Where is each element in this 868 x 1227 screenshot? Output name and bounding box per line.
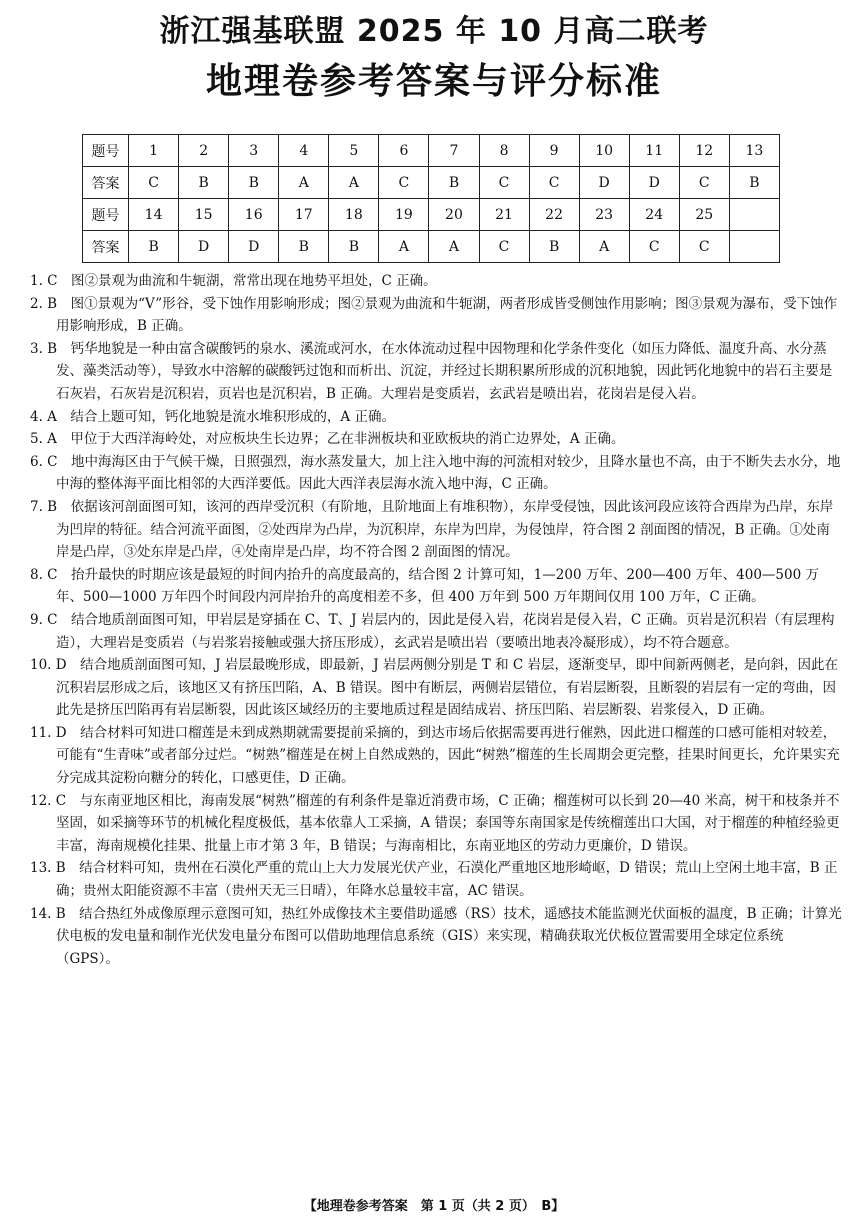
- explanation-item: 3. B 钙华地貌是一种由富含碳酸钙的泉水、溪流或河水，在水体流动过程中因物理和化学条件变化（如压力降低、温度升高、水分蒸发、藻类活动等），导致水中溶解的碳酸钙过饱和而析出、沉淀，并经过长期积累所形成的沉积地貌，因此钙化地貌中的岩石主要是石灰岩，石灰岩是沉积岩，页岩也是沉积岩，B 正确。大理岩是变质岩，玄武岩是喷出岩，花岗岩是侵入岩。: [30, 340, 833, 402]
- answer-cell: C: [629, 231, 679, 263]
- row-label-answer: 答案: [83, 231, 129, 263]
- answer-cell: A: [329, 167, 379, 199]
- question-number: 2: [179, 135, 229, 167]
- explanation-item: 14. B 结合热红外成像原理示意图可知，热红外成像技术主要借助遥感（RS）技术，遥感技术能监测光伏面板的温度，B 正确；计算光伏电板的发电量和制作光伏发电量分布图可以借助地理信息系统（GIS）来实现，精确获取光伏板位置需要用全球定位系统（GPS）。: [30, 905, 842, 967]
- answer-cell: D: [179, 231, 229, 263]
- question-number: 14: [129, 199, 179, 231]
- explanation-item: 12. C 与东南亚地区相比，海南发展“树熟”榴莲的有利条件是靠近消费市场，C 正确；榴莲树可以长到 20—40 米高，树干和枝条并不坚固，如采摘等环节的机械化程度极低，基本依靠人工采摘，A 错误；泰国等东南国家是传统榴莲出口大国，对于榴莲的种植经验更丰富，海南规模化挂果、批量上市才第 3 年，B 错误；与海南相比，东南亚地区的劳动力更廉价，D 错误。: [30, 792, 840, 854]
- answer-cell: D: [579, 167, 629, 199]
- answer-cell: C: [479, 231, 529, 263]
- answer-cell: A: [429, 231, 479, 263]
- answer-cell: C: [679, 231, 729, 263]
- question-number: 13: [729, 135, 779, 167]
- answer-cell: B: [229, 167, 279, 199]
- question-number: 7: [429, 135, 479, 167]
- explanation-item: 9. C 结合地质剖面图可知，甲岩层是穿插在 C、T、J 岩层内的，因此是侵入岩，花岗岩是侵入岩，C 正确。页岩是沉积岩（有层理构造），大理岩是变质岩（与岩浆岩接触或强大挤压形成），玄武岩是喷出岩（要喷出地表冷凝形成），均不符合题意。: [30, 611, 835, 651]
- exam-title: 浙江强基联盟 2025 年 10 月高二联考: [159, 14, 709, 49]
- answer-cell: D: [629, 167, 679, 199]
- question-number: 4: [279, 135, 329, 167]
- explanation-item: 2. B 图①景观为“V”形谷，受下蚀作用影响形成；图②景观为曲流和牛轭湖，两者形成皆受侧蚀作用影响；图③景观为瀑布，受下蚀作用影响形成，B 正确。: [30, 295, 838, 335]
- question-number: 21: [479, 199, 529, 231]
- explanation-item: 1. C 图②景观为曲流和牛轭湖，常常出现在地势平坦处，C 正确。: [30, 273, 437, 289]
- answer-cell: B: [529, 231, 579, 263]
- answer-cell: C: [529, 167, 579, 199]
- table-row-answers-1: [83, 167, 780, 199]
- explanation-item: 7. B 依据该河剖面图可知，该河的西岸受沉积（有阶地，且阶地面上有堆积物），东岸受侵蚀，因此该河段应该符合西岸为凸岸，东岸为凹岸的特征。结合河流平面图，②处西岸为凸岸，为沉积岸，东岸为凹岸，为侵蚀岸，符合图 2 剖面图的情况，B 正确。①处南岸是凸岸，③处东岸是凸岸，④处南岸是凸岸，均不符合图 2 剖面图的情况。: [30, 498, 834, 561]
- question-number: 3: [229, 135, 279, 167]
- question-number: 24: [629, 199, 679, 231]
- question-number: 17: [279, 199, 329, 231]
- question-number: 25: [679, 199, 729, 231]
- row-label-number: 题号: [83, 199, 129, 231]
- question-number: 6: [379, 135, 429, 167]
- question-number: 8: [479, 135, 529, 167]
- answer-cell: C: [129, 167, 179, 199]
- answer-cell: B: [329, 231, 379, 263]
- question-number: 22: [529, 199, 579, 231]
- answer-cell: C: [479, 167, 529, 199]
- table-row-numbers-1: [83, 135, 780, 167]
- answer-key-title: 地理卷参考答案与评分标准: [205, 61, 662, 102]
- answer-table: [82, 134, 780, 263]
- question-number: 9: [529, 135, 579, 167]
- question-number: 5: [329, 135, 379, 167]
- explanation-item: 8. C 抬升最快的时期应该是最短的时间内抬升的高度最高的，结合图 2 计算可知，1—200 万年、200—400 万年、400—500 万年、500—1000 万年四个时间段内河岸抬升的高度相差不多，但 400 万年到 500 万年期间仅用 100 万年，C 正确。: [30, 566, 819, 606]
- document-header: [0, 12, 868, 106]
- answer-cell: B: [729, 167, 779, 199]
- answer-cell: B: [129, 231, 179, 263]
- question-number: 15: [179, 199, 229, 231]
- question-number: 16: [229, 199, 279, 231]
- explanation-item: 5. A 甲位于大西洋海岭处，对应板块生长边界；乙在非洲板块和亚欧板块的消亡边界处，A 正确。: [30, 431, 625, 448]
- answer-cell: D: [229, 231, 279, 263]
- answer-cell: B: [279, 231, 329, 263]
- question-number: 18: [329, 199, 379, 231]
- explanation-item: 10. D 结合地质剖面图可知，J 岩层最晚形成，即最新，J 岩层两侧分别是 T 和 C 岩层，逐渐变早，即中间新两侧老，是向斜，因此在沉积岩层形成之后，该地区又有挤压凹陷，A、B 错误。图中有断层，两侧岩层错位，有岩层断裂，且断裂的岩层有一定的弯曲，因此先是挤压凹陷再有岩层断裂，因此该区域经历的主要地质过程是固结成岩、挤压凹陷、岩层断裂、岩浆侵入，D 正确。: [30, 657, 838, 719]
- question-number: 11: [629, 135, 679, 167]
- table-row-answers-2: [83, 231, 780, 263]
- explanation-item: 4. A 结合上题可知，钙化地貌是流水堆积形成的，A 正确。: [30, 408, 395, 425]
- question-number: 23: [579, 199, 629, 231]
- answer-cell: C: [379, 167, 429, 199]
- question-number: 20: [429, 199, 479, 231]
- explanations: [30, 270, 842, 970]
- answer-cell: A: [379, 231, 429, 263]
- answer-cell: B: [429, 167, 479, 199]
- question-number: 19: [379, 199, 429, 231]
- explanation-item: 6. C 地中海海区由于气候干燥，日照强烈，海水蒸发量大，加上注入地中海的河流相对较少，且降水量也不高，由于不断失去水分，地中海的整体海平面比相邻的大西洋要低。因此大西洋表层海水流入地中海，C 正确。: [30, 453, 841, 493]
- row-label-number: 题号: [83, 135, 129, 167]
- page-footer: 【地理卷参考答案 第 1 页（共 2 页） B】: [303, 1199, 565, 1214]
- question-number: 12: [679, 135, 729, 167]
- question-number: 1: [129, 135, 179, 167]
- answer-cell: C: [679, 167, 729, 199]
- answer-cell: B: [179, 167, 229, 199]
- explanation-item: 11. D 结合材料可知进口榴莲是未到成熟期就需要提前采摘的，到达市场后依据需要再进行催熟，因此进口榴莲的口感可能相对较差，可能有“生青味”或者部分过烂。“树熟”榴莲是在树上自然成熟的，因此“树熟”榴莲的生长周期会更完整，挂果时间更长，允许果实充分完成其淀粉向糖分的转化，口感更佳，D 正确。: [30, 724, 840, 787]
- empty-cell: [729, 231, 779, 263]
- question-number: 10: [579, 135, 629, 167]
- row-label-answer: 答案: [83, 167, 129, 199]
- table-row-numbers-2: [83, 199, 780, 231]
- answer-cell: A: [279, 167, 329, 199]
- explanation-item: 13. B 结合材料可知，贵州在石漠化严重的荒山上大力发展光伏产业，石漠化严重地区地形崎岖，D 错误；荒山上空闲土地丰富，B 正确；贵州太阳能资源不丰富（贵州天无三日晴），年降水总量较丰富，AC 错误。: [30, 860, 838, 900]
- answer-cell: A: [579, 231, 629, 263]
- empty-cell: [729, 199, 779, 231]
